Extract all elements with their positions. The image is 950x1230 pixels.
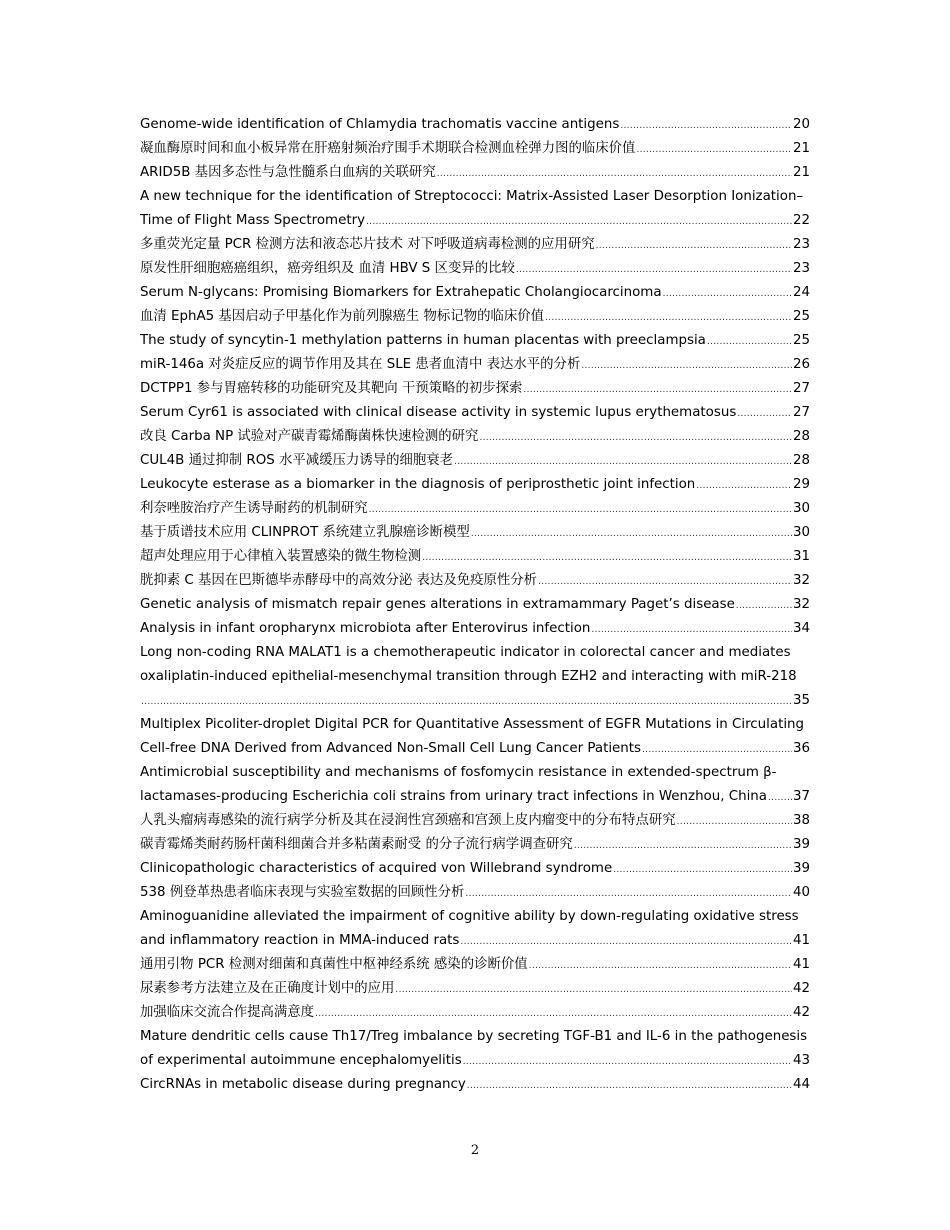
toc-entry-page: 22 — [792, 213, 810, 228]
dot-leader — [141, 690, 792, 713]
toc-entry-title: 利奈唑胺治疗产生诱导耐药的机制研究 — [140, 501, 368, 516]
dot-leader — [366, 210, 792, 233]
dot-leader — [620, 114, 792, 137]
toc-entry[interactable] — [140, 185, 810, 233]
toc-entry[interactable] — [140, 881, 810, 905]
toc-entry-leader-line — [140, 377, 810, 401]
toc-entry-leader-line — [140, 329, 810, 353]
toc-entry-page: 41 — [792, 933, 810, 948]
dot-leader — [471, 522, 792, 545]
toc-entry-page: 43 — [792, 1053, 810, 1068]
toc-entry-leader-line — [140, 617, 810, 641]
toc-entry-page: 42 — [792, 1005, 810, 1020]
toc-entry-page: 27 — [792, 405, 810, 420]
toc-entry-title: 改良 Carba NP 试验对产碳青霉烯酶菌株快速检测的研究 — [140, 429, 479, 444]
toc-entry-page: 30 — [792, 525, 810, 540]
toc-entry-page: 42 — [792, 981, 810, 996]
toc-entry-page: 38 — [792, 813, 810, 828]
toc-entry-page: 27 — [792, 381, 810, 396]
toc-entry-title: ARID5B 基因多态性与急性髓系白血病的关联研究 — [140, 165, 436, 180]
toc-entry[interactable] — [140, 569, 810, 593]
toc-entry-leader-line — [140, 473, 810, 497]
toc-entry-page: 28 — [792, 453, 810, 468]
toc-entry-page: 30 — [792, 501, 810, 516]
toc-entry-title: 通用引物 PCR 检测对细菌和真菌性中枢神经系统 感染的诊断价值 — [140, 957, 528, 972]
toc-entry[interactable] — [140, 377, 810, 401]
toc-entry-leader-line — [140, 209, 810, 233]
toc-entry-page: 36 — [792, 741, 810, 756]
toc-entry-title: lactamases-producing Escherichia coli strains from urinary tract infections in Wenzhou, China — [140, 789, 767, 804]
toc-entry-title-line: Antimicrobial susceptibility and mechanisms of fosfomycin resistance in extended-spectrum β- — [140, 765, 777, 780]
toc-entry-title: 基于质谱技术应用 CLINPROT 系统建立乳腺癌诊断模型 — [140, 525, 470, 540]
toc-entry-leader-line — [140, 305, 810, 329]
toc-entry-title: 超声处理应用于心律植入装置感染的微生物检测 — [140, 549, 422, 564]
toc-entry-leader-line — [140, 737, 810, 761]
toc-entry[interactable] — [140, 497, 810, 521]
toc-entry-leader-line — [140, 833, 810, 857]
toc-entry-page: 44 — [792, 1077, 810, 1092]
toc-entry-title-line: oxaliplatin-induced epithelial-mesenchymal transition through EZH2 and interacting with miR-218 — [140, 669, 797, 684]
dot-leader — [422, 546, 792, 569]
toc-entry[interactable] — [140, 953, 810, 977]
toc-entry[interactable] — [140, 593, 810, 617]
dot-leader — [696, 474, 792, 497]
toc-entry[interactable] — [140, 1001, 810, 1025]
toc-entry[interactable] — [140, 905, 810, 953]
toc-entry[interactable] — [140, 473, 810, 497]
toc-entry-title: Genetic analysis of mismatch repair genes alterations in extramammary Paget’s disease — [140, 597, 735, 612]
toc-entry-leader-line — [140, 857, 810, 881]
toc-entry-title: Leukocyte esterase as a biomarker in the diagnosis of periprosthetic joint infection — [140, 477, 696, 492]
toc-entry-leader-line — [140, 521, 810, 545]
toc-entry[interactable] — [140, 305, 810, 329]
toc-entry-title: 尿素参考方法建立及在正确度计划中的应用 — [140, 981, 395, 996]
toc-entry-title: 加强临床交流合作提高满意度 — [140, 1005, 315, 1020]
toc-entry[interactable] — [140, 1025, 810, 1073]
toc-entry-page: 40 — [792, 885, 810, 900]
dot-leader — [463, 1050, 792, 1073]
toc-entry-title: 人乳头瘤病毒感染的流行病学分析及其在浸润性宫颈癌和宫颈上皮内瘤变中的分布特点研究 — [140, 813, 676, 828]
toc-entry-title-line: Multiplex Picoliter-droplet Digital PCR for Quantitative Assessment of EGFR Mutations in Circulating — [140, 717, 805, 732]
dot-leader — [465, 882, 792, 905]
toc-entry-leader-line — [140, 113, 810, 137]
toc-entry-page: 25 — [792, 309, 810, 324]
toc-entry-title: CUL4B 通过抑制 ROS 水平减缓压力诱导的细胞衰老 — [140, 453, 454, 468]
toc-entry-title-line: Long non-coding RNA MALAT1 is a chemotherapeutic indicator in colorectal cancer and mediates — [140, 645, 791, 660]
toc-entry-title: 血清 EphA5 基因启动子甲基化作为前列腺癌生 物标记物的临床价值 — [140, 309, 545, 324]
toc-entry-title: miR-146a 对炎症反应的调节作用及其在 SLE 患者血清中 表达水平的分析 — [140, 357, 581, 372]
toc-entry-leader-line — [140, 161, 810, 185]
table-of-contents — [140, 113, 810, 1097]
toc-entry-leader-line — [140, 257, 810, 281]
toc-entry-leader-line — [140, 809, 810, 833]
dot-leader — [467, 1074, 792, 1097]
toc-entry-leader-line — [140, 545, 810, 569]
dot-leader — [454, 450, 792, 473]
toc-entry-page: 39 — [792, 837, 810, 852]
dot-leader — [538, 570, 792, 593]
toc-entry-title: 碳青霉烯类耐药肠杆菌科细菌合并多粘菌素耐受 的分子流行病学调查研究 — [140, 837, 573, 852]
toc-entry-leader-line — [140, 497, 810, 521]
dot-leader — [591, 618, 792, 641]
toc-entry-page: 25 — [792, 333, 810, 348]
dot-leader — [642, 738, 792, 761]
toc-entry[interactable] — [140, 425, 810, 449]
toc-entry-page: 35 — [792, 693, 810, 708]
toc-entry[interactable] — [140, 161, 810, 185]
dot-leader — [437, 162, 792, 185]
toc-entry-title: The study of syncytin-1 methylation patterns in human placentas with preeclampsia — [140, 333, 706, 348]
toc-entry[interactable] — [140, 449, 810, 473]
toc-entry-page: 26 — [792, 357, 810, 372]
dot-leader — [596, 234, 792, 257]
toc-entry[interactable] — [140, 617, 810, 641]
toc-entry-leader-line — [140, 353, 810, 377]
toc-entry-leader-line — [140, 785, 810, 809]
toc-entry[interactable] — [140, 353, 810, 377]
toc-entry[interactable] — [140, 521, 810, 545]
toc-entry-page: 23 — [792, 237, 810, 252]
dot-leader — [545, 306, 792, 329]
toc-entry-page: 32 — [792, 573, 810, 588]
toc-entry[interactable] — [140, 809, 810, 833]
toc-entry-page: 41 — [792, 957, 810, 972]
dot-leader — [737, 402, 792, 425]
toc-entry[interactable] — [140, 713, 810, 761]
dot-leader — [369, 498, 792, 521]
toc-entry-title: 538 例登革热患者临床表现与实验室数据的回顾性分析 — [140, 885, 465, 900]
dot-leader — [613, 858, 792, 881]
dot-leader — [574, 834, 792, 857]
toc-entry[interactable] — [140, 1073, 810, 1097]
toc-entry[interactable] — [140, 281, 810, 305]
toc-entry-title: 凝血酶原时间和血小板异常在肝癌射频治疗围手术期联合检测血栓弹力图的临床价值 — [140, 141, 636, 156]
toc-entry-leader-line — [140, 401, 810, 425]
toc-entry-leader-line — [140, 281, 810, 305]
toc-entry-page: 21 — [792, 141, 810, 156]
toc-entry[interactable] — [140, 761, 810, 809]
toc-entry-leader-line — [140, 689, 810, 713]
toc-entry-title: Time of Flight Mass Spectrometry — [140, 213, 366, 228]
toc-entry[interactable] — [140, 401, 810, 425]
toc-entry-page: 21 — [792, 165, 810, 180]
toc-entry-page: 34 — [792, 621, 810, 636]
toc-entry-title: Clinicopathologic characteristics of acquired von Willebrand syndrome — [140, 861, 613, 876]
dot-leader — [523, 378, 792, 401]
toc-entry-leader-line — [140, 425, 810, 449]
toc-entry-leader-line — [140, 569, 810, 593]
toc-entry-title: DCTPP1 参与胃癌转移的功能研究及其靶向 干预策略的初步探索 — [140, 381, 523, 396]
toc-entry-title: Serum Cyr61 is associated with clinical disease activity in systemic lupus erythematosus — [140, 405, 737, 420]
toc-entry[interactable] — [140, 113, 810, 137]
toc-entry-leader-line — [140, 953, 810, 977]
dot-leader — [479, 426, 792, 449]
dot-leader — [460, 930, 792, 953]
toc-entry-leader-line — [140, 137, 810, 161]
toc-entry-title-line: A new technique for the identification of Streptococci: Matrix-Assisted Laser Desorption Ionization– — [140, 189, 804, 204]
toc-entry[interactable] — [140, 329, 810, 353]
toc-entry-page: 24 — [792, 285, 810, 300]
dot-leader — [395, 978, 792, 1001]
toc-entry[interactable] — [140, 545, 810, 569]
dot-leader — [636, 138, 792, 161]
toc-entry[interactable] — [140, 833, 810, 857]
dot-leader — [677, 810, 792, 833]
toc-entry-title: CircRNAs in metabolic disease during pregnancy — [140, 1077, 466, 1092]
dot-leader — [768, 786, 792, 809]
toc-entry-leader-line — [140, 449, 810, 473]
toc-entry-title: Genome-wide identification of Chlamydia trachomatis vaccine antigens — [140, 117, 620, 132]
toc-entry-leader-line — [140, 1049, 810, 1073]
toc-entry-title: Serum N-glycans: Promising Biomarkers for Extrahepatic Cholangiocarcinoma — [140, 285, 662, 300]
toc-entry-page: 32 — [792, 597, 810, 612]
toc-entry-page: 39 — [792, 861, 810, 876]
toc-entry-title: of experimental autoimmune encephalomyelitis — [140, 1053, 462, 1068]
toc-entry[interactable] — [140, 137, 810, 161]
toc-entry-page: 23 — [792, 261, 810, 276]
toc-entry[interactable] — [140, 257, 810, 281]
toc-entry-title: Analysis in infant oropharynx microbiota after Enterovirus infection — [140, 621, 591, 636]
dot-leader — [663, 282, 792, 305]
toc-entry-page: 28 — [792, 429, 810, 444]
toc-entry-title: 原发性肝细胞癌癌组织，癌旁组织及 血清 HBV S 区变异的比较 — [140, 261, 515, 276]
toc-entry-leader-line — [140, 929, 810, 953]
toc-entry-leader-line — [140, 881, 810, 905]
toc-entry[interactable] — [140, 977, 810, 1001]
toc-entry-page: 31 — [792, 549, 810, 564]
toc-entry[interactable] — [140, 641, 810, 713]
dot-leader — [581, 354, 792, 377]
toc-entry-title: 多重荧光定量 PCR 检测方法和液态芯片技术 对下呼吸道病毒检测的应用研究 — [140, 237, 595, 252]
toc-entry-leader-line — [140, 1073, 810, 1097]
toc-entry-page: 29 — [792, 477, 810, 492]
toc-entry-leader-line — [140, 593, 810, 617]
toc-entry[interactable] — [140, 233, 810, 257]
toc-entry-title-line: Mature dendritic cells cause Th17/Treg imbalance by secreting TGF-B1 and IL-6 in the pathogenesis — [140, 1029, 808, 1044]
toc-entry-title: and inflammatory reaction in MMA-induced rats — [140, 933, 460, 948]
toc-entry-title: Cell-free DNA Derived from Advanced Non-Small Cell Lung Cancer Patients — [140, 741, 641, 756]
dot-leader — [707, 330, 792, 353]
dot-leader — [736, 594, 792, 617]
toc-entry[interactable] — [140, 857, 810, 881]
toc-entry-leader-line — [140, 1001, 810, 1025]
toc-entry-leader-line — [140, 977, 810, 1001]
toc-entry-leader-line — [140, 233, 810, 257]
dot-leader — [315, 1002, 792, 1025]
toc-entry-title: 胱抑素 C 基因在巴斯德毕赤酵母中的高效分泌 表达及免疫原性分析 — [140, 573, 538, 588]
toc-entry-title-line: Aminoguanidine alleviated the impairment of cognitive ability by down-regulating oxidative stress — [140, 909, 799, 924]
dot-leader — [529, 954, 792, 977]
dot-leader — [516, 258, 792, 281]
toc-entry-page: 20 — [792, 117, 810, 132]
page-number: 2 — [470, 1143, 480, 1158]
toc-entry-page: 37 — [792, 789, 810, 804]
